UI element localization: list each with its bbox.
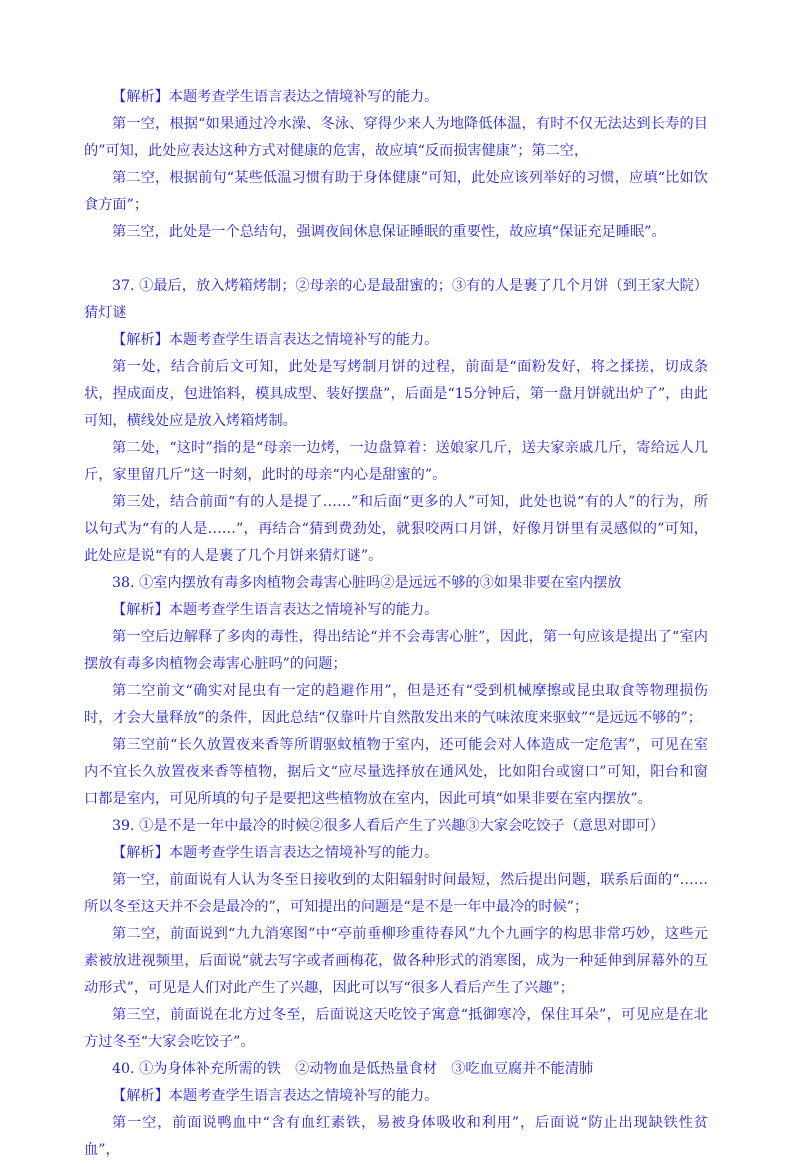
analysis-paragraph: 第一空，根据“如果通过冷水澡、冬泳、穿得少来人为地降低体温，有时不仅无法达到长寿的目的”可知，此处应表达这种方式对健康的危害，故应填“反而损害健康”；第二空，	[84, 116, 708, 159]
answer-line-38: 38. ①室内摆放有毒多肉植物会毒害心脏吗②是远远不够的③如果非要在室内摆放	[112, 575, 622, 591]
answer-line-40: 40. ①为身体补充所需的铁 ②动物血是低热量食材 ③吃血豆腐并不能清肺	[112, 1061, 594, 1077]
analysis-paragraph: 第一空后边解释了多肉的毒性，得出结论“并不会毒害心脏”，因此，第一句应该是提出了“室内摆放有毒多肉植物会毒害心脏吗”的问题；	[84, 629, 708, 672]
question-38	[84, 570, 708, 813]
analysis-heading: 【解析】本题考查学生语言表达之情境补写的能力。	[112, 602, 439, 618]
answer-line-39: 39. ①是不是一年中最冷的时候②很多人看后产生了兴趣③大家会吃饺子（意思对即可）	[112, 818, 665, 834]
analysis-paragraph: 第三处，结合前面“有的人是提了……”和后面“更多的人”可知，此处也说“有的人”的行为，所以句式为“有的人是……”，再结合“猜到费劲处，就狠咬两口月饼，好像月饼里有灵感似的”可知，此处应是说“有的人是裹了几个月饼来猜灯谜”。	[84, 494, 708, 564]
analysis-paragraph: 第一空，前面说鸭血中“含有血红素铁，易被身体吸收和利用”，后面说“防止出现缺铁性贫血”，	[84, 1115, 708, 1158]
question-37	[84, 273, 708, 570]
explanation-section-36	[84, 84, 708, 246]
analysis-paragraph: 第三空，前面说在北方过冬至，后面说这天吃饺子寓意“抵御寒冷，保住耳朵”，可见应是在北方过冬至“大家会吃饺子”。	[84, 1007, 708, 1050]
analysis-paragraph: 第二空，根据前句“某些低温习惯有助于身体健康”可知，此处应该列举好的习惯，应填“比如饮食方面”；	[84, 170, 708, 213]
analysis-heading: 【解析】本题考查学生语言表达之情境补写的能力。	[112, 89, 439, 105]
question-40	[84, 1056, 708, 1164]
analysis-paragraph: 第三空，此处是一个总结句，强调夜间休息保证睡眠的重要性，故应填“保证充足睡眠”。	[112, 224, 666, 240]
analysis-heading: 【解析】本题考查学生语言表达之情境补写的能力。	[112, 332, 439, 348]
analysis-paragraph: 第二处，“这时”指的是“母亲一边烤，一边盘算着：送娘家几斤，送夫家亲戚几斤，寄给远人几斤，家里留几斤”这一时刻，此时的母亲“内心是甜蜜的”。	[84, 440, 708, 483]
analysis-heading: 【解析】本题考查学生语言表达之情境补写的能力。	[112, 1088, 439, 1104]
analysis-paragraph: 第一处，结合前后文可知，此处是写烤制月饼的过程，前面是“面粉发好，将之揉搓，切成条状，捏成面皮，包进馅料，模具成型、装好摆盘”，后面是“15分钟后，第一盘月饼就出炉了”，由此可知，横线处应是放入烤箱烤制。	[84, 359, 708, 429]
analysis-paragraph: 第三空前“长久放置夜来香等所谓驱蚊植物于室内，还可能会对人体造成一定危害”，可见在室内不宜长久放置夜来香等植物，据后文“应尽量选择放在通风处，比如阳台或窗口”可知，阳台和窗口都是室内，可见所填的句子是要把这些植物放在室内，因此可填“如果非要在室内摆放”。	[84, 737, 708, 807]
analysis-heading: 【解析】本题考查学生语言表达之情境补写的能力。	[112, 845, 439, 861]
question-39	[84, 813, 708, 1056]
analysis-paragraph: 第二空前文“确实对昆虫有一定的趋避作用”，但是还有“受到机械摩擦或昆虫取食等物理损伤时，才会大量释放”的条件，因此总结“仅靠叶片自然散发出来的气味浓度来驱蚊”“是远远不够的”；	[84, 683, 708, 726]
section-spacer	[84, 246, 708, 273]
analysis-paragraph: 第一空，前面说有人认为冬至日接收到的太阳辐射时间最短，然后提出问题，联系后面的“……所以冬至这天并不会是最冷的”，可知提出的问题是“是不是一年中最冷的时候”；	[84, 872, 708, 915]
answer-line-37: 37. ①最后，放入烤箱烤制；②母亲的心是最甜蜜的；③有的人是裹了几个月饼（到王家大院）猜灯谜	[84, 278, 708, 321]
analysis-paragraph: 第二空，前面说到“九九消寒图”中“亭前垂柳珍重待春风”九个九画字的构思非常巧妙，这些元素被放进视频里，后面说“就去写字或者画梅花，做各种形式的消寒图，成为一种延伸到屏幕外的互动形式”，可见是人们对此产生了兴趣，因此可以写“很多人看后产生了兴趣”；	[84, 926, 708, 996]
